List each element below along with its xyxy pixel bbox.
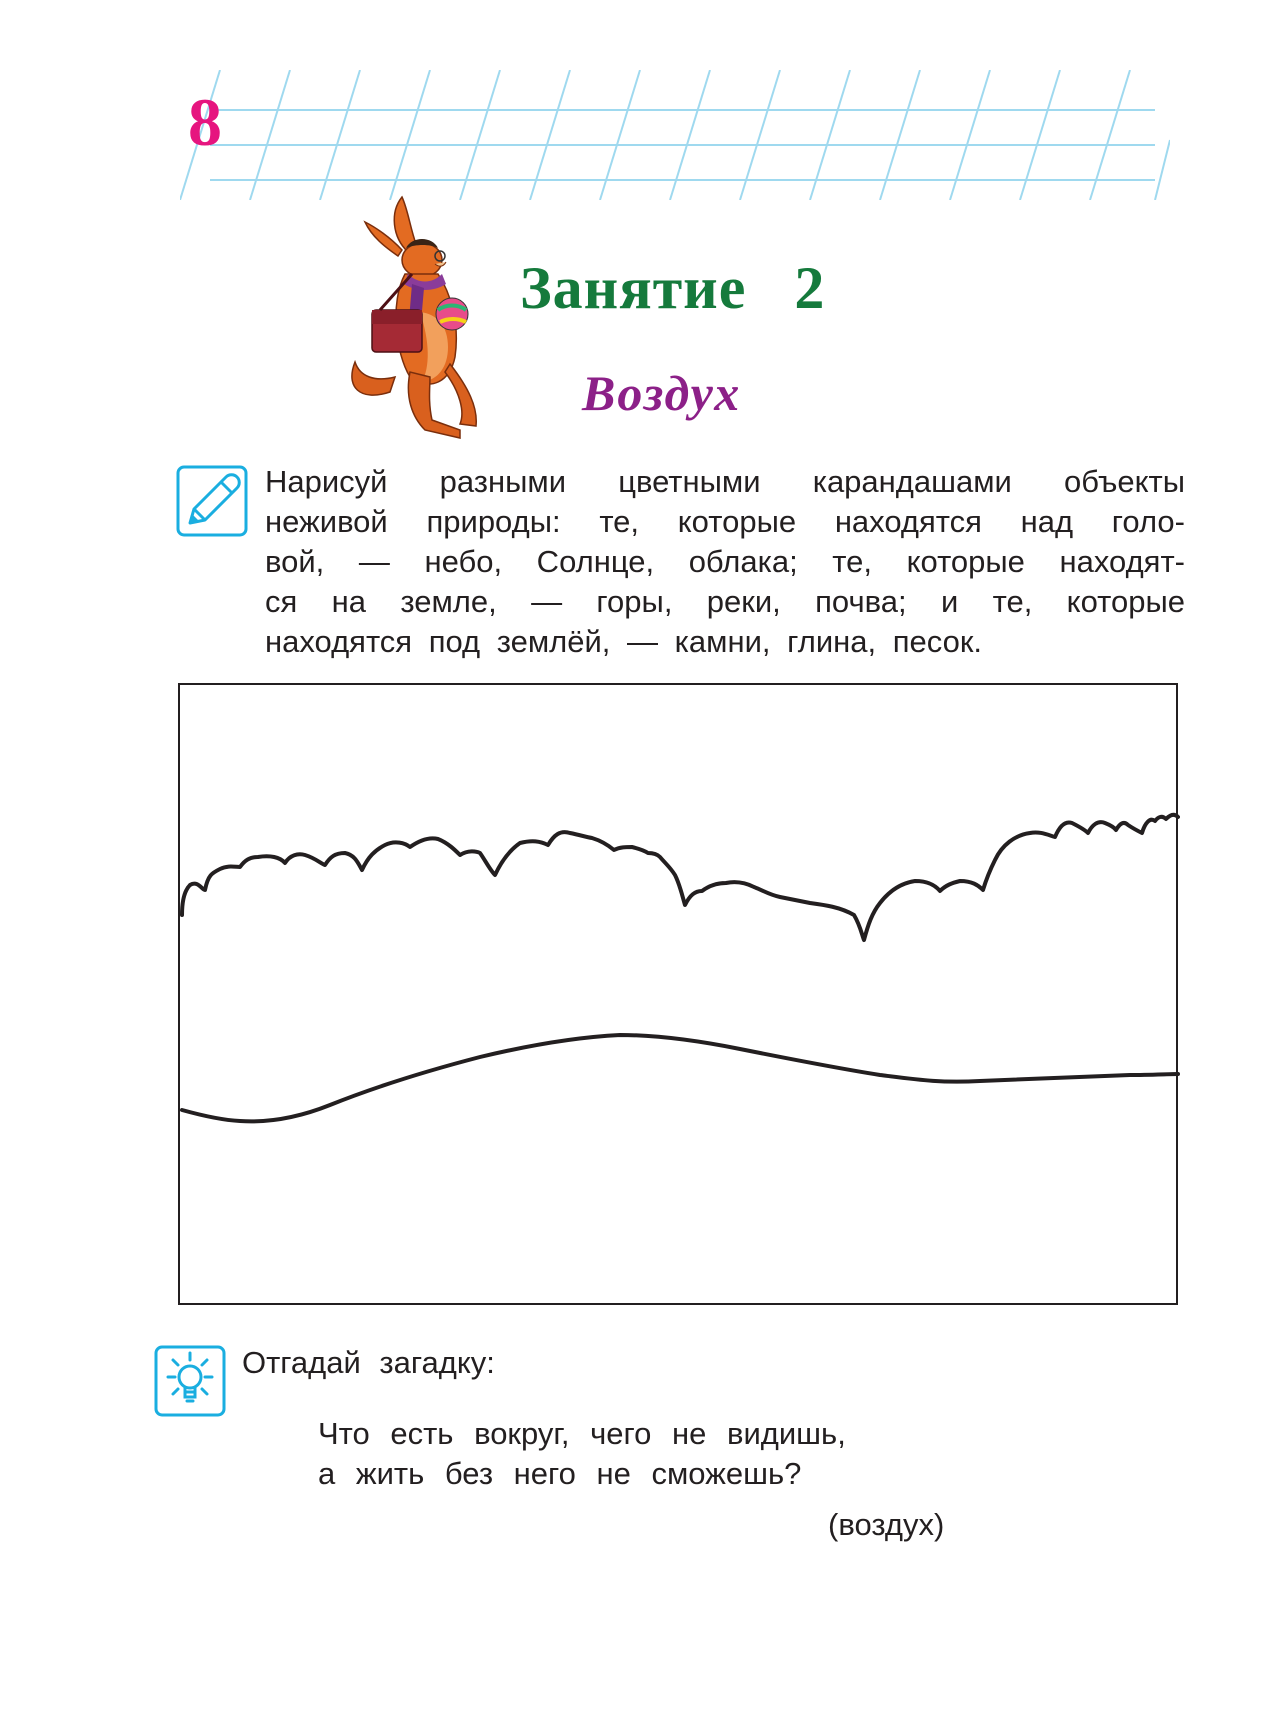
riddle-text (318, 1414, 846, 1494)
riddle-answer: (воздух) (828, 1507, 945, 1542)
light-bulb-icon (154, 1345, 226, 1417)
kangaroo-mascot-illustration (350, 192, 500, 442)
drawing-area[interactable] (178, 683, 1178, 1305)
task-instructions (265, 462, 1185, 662)
task-line: неживой природы: те, которые находятся над голо- (265, 504, 1185, 539)
task-line: находятся под землёй, — камни, глина, песок. (265, 624, 983, 659)
header-ruled-grid (180, 70, 1170, 200)
page-number: 8 (188, 84, 222, 160)
lesson-title: Занятие 2 (520, 255, 826, 321)
topic-title: Воздух (582, 365, 742, 421)
riddle-prompt: Отгадай загадку: (242, 1345, 495, 1380)
landscape-outline-lines (180, 685, 1180, 1307)
task-line: Нарисуй разными цветными карандашами объекты (265, 464, 1185, 499)
pencil-icon (176, 465, 248, 537)
riddle-line: Что есть вокруг, чего не видишь, (318, 1416, 846, 1451)
riddle-line: а жить без него не сможешь? (318, 1456, 802, 1491)
task-line: ся на земле, — горы, реки, почва; и те, которые (265, 584, 1185, 619)
task-line: вой, — небо, Солнце, облака; те, которые находят- (265, 544, 1185, 579)
